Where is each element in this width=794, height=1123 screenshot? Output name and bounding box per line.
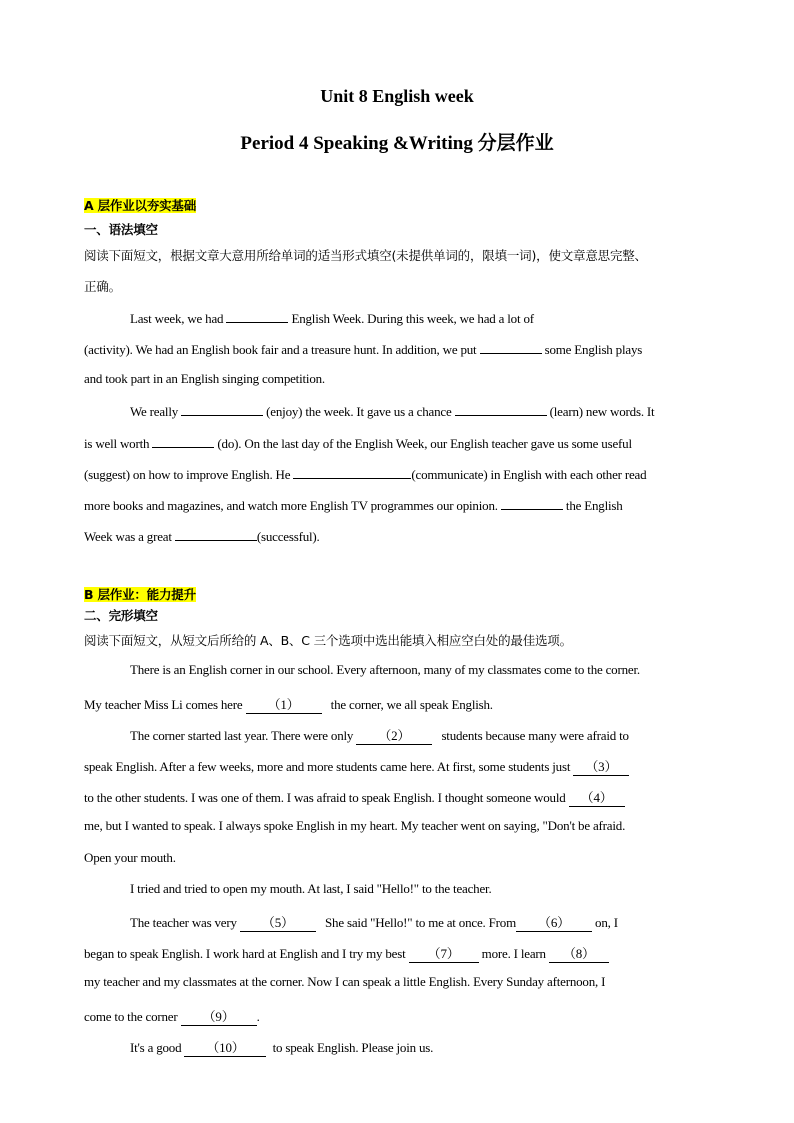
answer-blank[interactable]	[455, 402, 547, 416]
passage-a-line: (suggest) on how to improve English. He (communicate) in English with each other read	[84, 467, 647, 482]
answer-blank[interactable]	[480, 340, 542, 354]
passage-a-line: Last week, we had English Week. During this week, we had a lot of	[130, 311, 534, 326]
passage-a-line: Week was a great (successful).	[84, 529, 320, 544]
grammar-fill-title: 一、语法填空	[84, 222, 158, 237]
passage-b-line: began to speak English. I work hard at English and I try my best （7） more. I learn （8）	[84, 943, 609, 963]
passage-a-line: more books and magazines, and watch more English TV programmes our opinion. the English	[84, 498, 623, 513]
answer-blank[interactable]	[152, 434, 214, 448]
cloze-blank-8[interactable]: （8）	[549, 943, 609, 963]
period-subtitle: Period 4 Speaking &Writing 分层作业	[240, 133, 554, 154]
passage-b-line: come to the corner （9） .	[84, 1006, 260, 1026]
passage-b-line: Open your mouth.	[84, 850, 176, 865]
passage-a-line: (activity). We had an English book fair and a treasure hunt. In addition, we put some English plays	[84, 342, 643, 357]
section-b-label	[84, 585, 196, 603]
unit-title: Unit 8 English week	[320, 86, 474, 106]
cloze-blank-10[interactable]: （10）	[184, 1037, 266, 1057]
cloze-blank-2[interactable]: （2）	[356, 725, 432, 745]
section-a-highlight: A 层作业以夯实基础	[84, 198, 197, 213]
cloze-blank-5[interactable]: （5）	[240, 912, 316, 932]
answer-blank[interactable]	[175, 527, 257, 541]
section-a-label	[84, 196, 196, 214]
cloze-blank-7[interactable]: （7）	[409, 943, 479, 963]
passage-b-line: speak English. After a few weeks, more and more students came here. At first, some students just （3）	[84, 756, 629, 776]
answer-blank[interactable]	[293, 465, 411, 479]
passage-b-line: The teacher was very （5） She said "Hello!" to me at once. From （6） on, I	[130, 912, 618, 932]
passage-b-line: It's a good （10） to speak English. Please join us.	[130, 1037, 433, 1057]
passage-b-line: to the other students. I was one of them. I was afraid to speak English. I thought someone would （4）	[84, 787, 625, 807]
passage-b-line: I tried and tried to open my mouth. At last, I said "Hello!" to the teacher.	[130, 881, 492, 896]
instruction-line-1: 阅读下面短文，根据文章大意用所给单词的适当形式填空(未提供单词的，限填一词)，使文章意思完整、	[84, 248, 647, 263]
passage-b-line: me, but I wanted to speak. I always spoke English in my heart. My teacher went on saying, "Don't be afraid.	[84, 818, 626, 833]
passage-a-line: is well worth (do). On the last day of the English Week, our English teacher gave us some useful	[84, 436, 632, 451]
answer-blank[interactable]	[501, 496, 563, 510]
passage-a-line: We really (enjoy) the week. It gave us a chance (learn) new words. It	[130, 404, 655, 419]
cloze-blank-4[interactable]: （4）	[569, 787, 625, 807]
section-b-highlight: B 层作业：能力提升	[84, 587, 196, 602]
cloze-title: 二、完形填空	[84, 608, 158, 623]
cloze-blank-1[interactable]: （1）	[246, 694, 322, 714]
cloze-blank-9[interactable]: （9）	[181, 1006, 257, 1026]
passage-b-line: There is an English corner in our school. Every afternoon, many of my classmates come to the corner.	[130, 662, 640, 677]
cloze-instruction: 阅读下面短文，从短文后所给的 A、B、C 三个选项中选出能填入相应空白处的最佳选项。	[84, 633, 572, 648]
cloze-blank-6[interactable]: （6）	[516, 912, 592, 932]
passage-b-line: my teacher and my classmates at the corner. Now I can speak a little English. Every Sunday afternoon, I	[84, 974, 606, 989]
answer-blank[interactable]	[226, 309, 288, 323]
instruction-line-2: 正确。	[84, 279, 121, 294]
passage-b-line: My teacher Miss Li comes here （1） the corner, we all speak English.	[84, 694, 493, 714]
passage-b-line: The corner started last year. There were only （2） students because many were afraid to	[130, 725, 629, 745]
passage-a-line: and took part in an English singing competition.	[84, 371, 325, 386]
cloze-blank-3[interactable]: （3）	[573, 756, 629, 776]
answer-blank[interactable]	[181, 402, 263, 416]
